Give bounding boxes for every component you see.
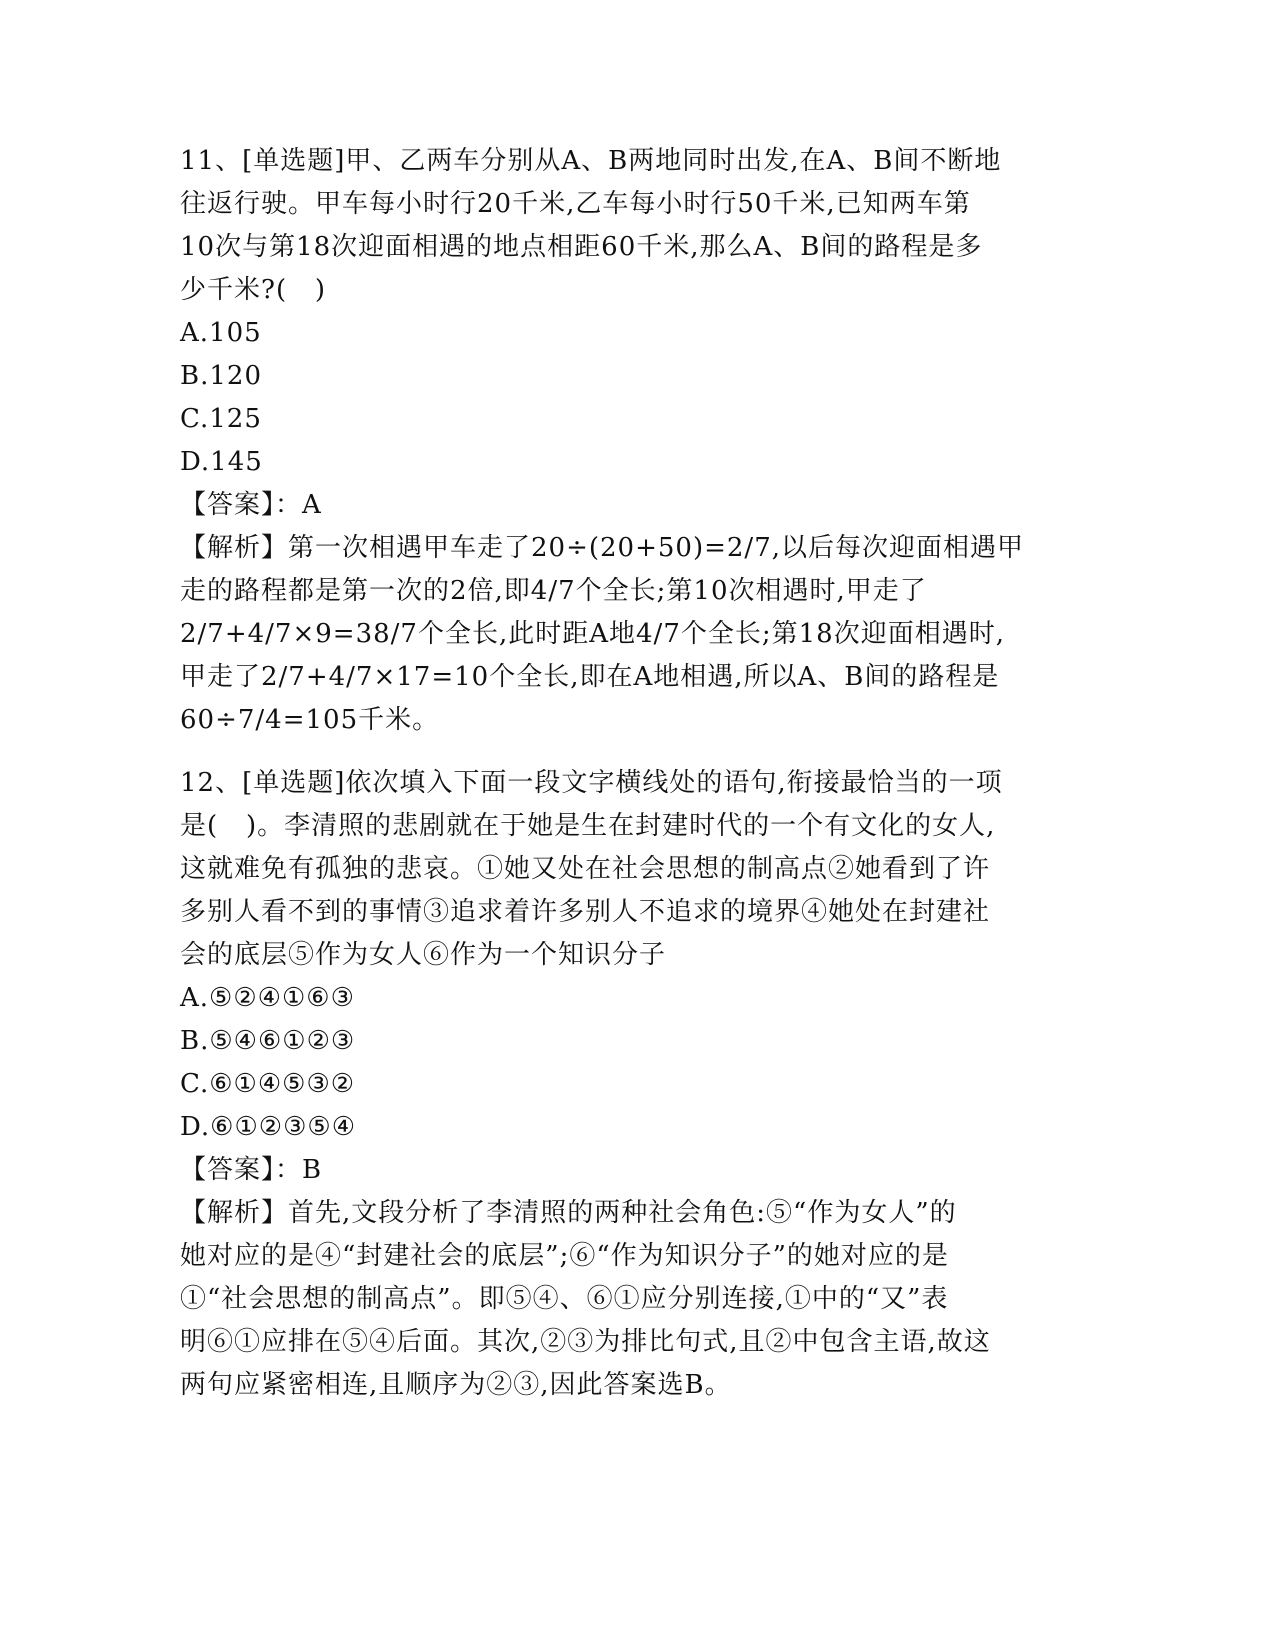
question-stem-line: 往返行驶。甲车每小时行20千米,乙车每小时行50千米,已知两车第 xyxy=(180,189,971,219)
option-b: B.⑤④⑥①②③ xyxy=(180,1026,356,1056)
question-stem-line: 10次与第18次迎面相遇的地点相距60千米,那么A、B间的路程是多 xyxy=(180,232,983,262)
analysis-line: 两句应紧密相连,且顺序为②③,因此答案选B。 xyxy=(180,1370,732,1400)
option-c: C.125 xyxy=(180,404,262,434)
option-b: B.120 xyxy=(180,361,262,391)
option-a: A.⑤②④①⑥③ xyxy=(180,983,355,1013)
analysis-line: 甲走了2/7+4/7×17=10个全长,即在A地相遇,所以A、B间的路程是 xyxy=(180,662,1000,692)
analysis-line: 走的路程都是第一次的2倍,即4/7个全长;第10次相遇时,甲走了 xyxy=(180,576,927,606)
answer-line: 【答案】：B xyxy=(180,1155,323,1185)
question-stem-line: 是( )。李清照的悲剧就在于她是生在封建时代的一个有文化的女人, xyxy=(180,811,996,841)
question-stem-line: 多别人看不到的事情③追求着许多别人不追求的境界④她处在封建社 xyxy=(180,897,991,927)
question-stem-line: 少千米?( ) xyxy=(180,275,327,305)
analysis-line: 明⑥①应排在⑤④后面。其次,②③为排比句式,且②中包含主语,故这 xyxy=(180,1327,991,1357)
question-stem-line: 11、[单选题]甲、乙两车分别从A、B两地同时出发,在A、B间不断地 xyxy=(180,146,1002,176)
answer-line: 【答案】：A xyxy=(180,490,322,520)
document-page xyxy=(180,140,1080,1407)
question-12 xyxy=(180,762,1080,1407)
analysis-line: 她对应的是④“封建社会的底层”;⑥“作为知识分子”的她对应的是 xyxy=(180,1241,949,1271)
analysis-line: 【解析】第一次相遇甲车走了20÷(20+50)=2/7,以后每次迎面相遇甲 xyxy=(180,533,1025,563)
option-c: C.⑥①④⑤③② xyxy=(180,1069,356,1099)
question-spacer xyxy=(180,742,1080,762)
option-d: D.⑥①②③⑤④ xyxy=(180,1112,357,1142)
question-stem-line: 会的底层⑤作为女人⑥作为一个知识分子 xyxy=(180,940,667,970)
analysis-line: 60÷7/4=105千米。 xyxy=(180,705,440,735)
question-stem-line: 这就难免有孤独的悲哀。①她又处在社会思想的制高点②她看到了许 xyxy=(180,854,991,884)
analysis-line: 【解析】首先,文段分析了李清照的两种社会角色:⑤“作为女人”的 xyxy=(180,1198,957,1228)
option-d: D.145 xyxy=(180,447,263,477)
question-11 xyxy=(180,140,1080,742)
analysis-line: 2/7+4/7×9=38/7个全长,此时距A地4/7个全长;第18次迎面相遇时, xyxy=(180,619,1005,649)
option-a: A.105 xyxy=(180,318,262,348)
analysis-line: ①“社会思想的制高点”。即⑤④、⑥①应分别连接,①中的“又”表 xyxy=(180,1284,949,1314)
question-stem-line: 12、[单选题]依次填入下面一段文字横线处的语句,衔接最恰当的一项 xyxy=(180,768,1003,798)
